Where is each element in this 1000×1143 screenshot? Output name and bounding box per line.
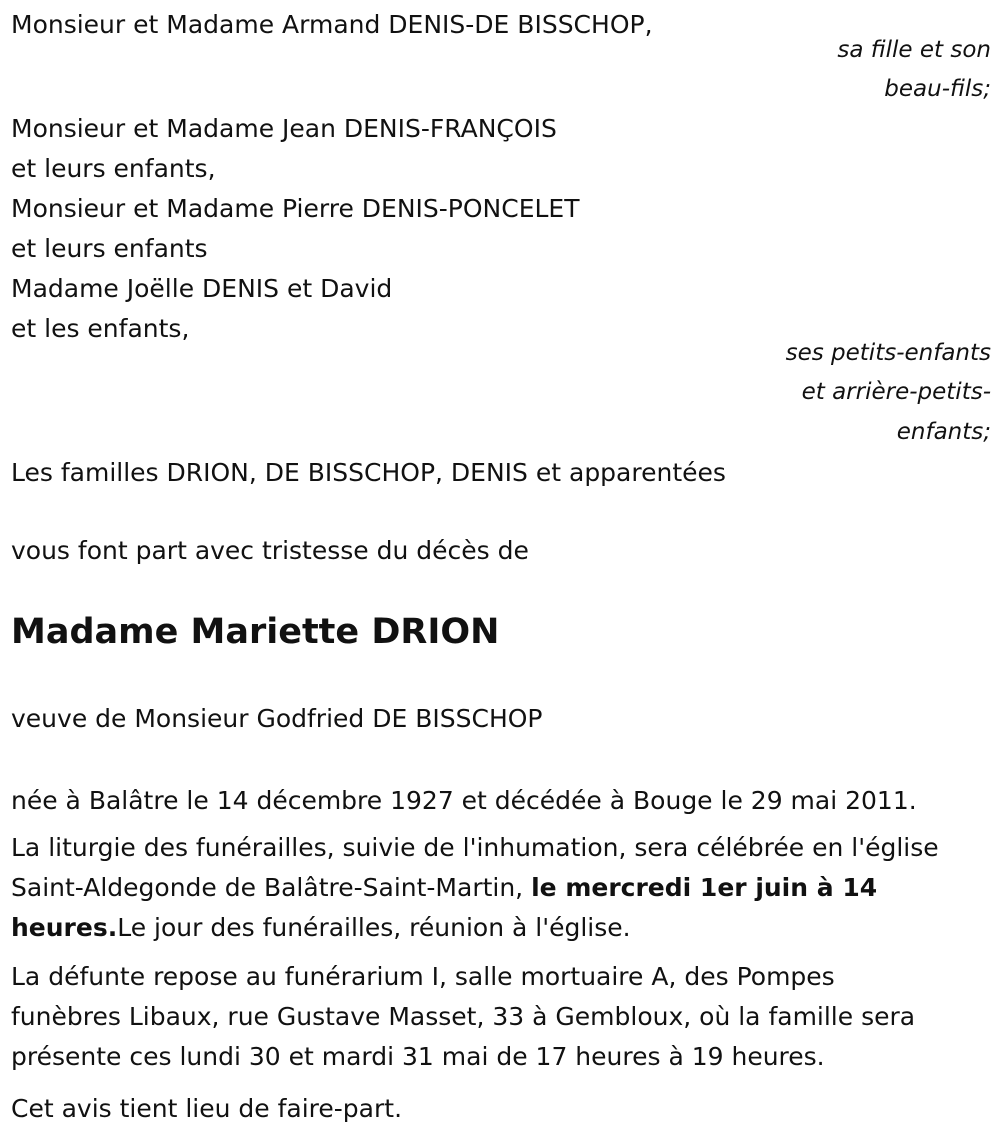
liturgy-line-1: La liturgie des funérailles, suivie de l'inhumation, sera célébrée en l'église <box>11 833 939 862</box>
family-line-pierre-children: et leurs enfants <box>11 234 208 263</box>
liturgy-date-bold: le mercredi 1er juin à 14 <box>531 873 878 902</box>
liturgy-meeting: Le jour des funérailles, réunion à l'église. <box>117 913 631 942</box>
role-daughter-son-in-law: sa fille et son <box>837 37 991 63</box>
repose-paragraph <box>11 957 991 1077</box>
role-grandchildren: ses petits-enfants <box>785 340 991 366</box>
widow-of: veuve de Monsieur Godfried DE BISSCHOP <box>11 704 543 733</box>
family-line-jean: Monsieur et Madame Jean DENIS-FRANÇOIS <box>11 114 557 143</box>
liturgy-paragraph <box>11 828 991 948</box>
repose-line-2: funèbres Libaux, rue Gustave Masset, 33 à Gembloux, où la famille sera <box>11 1002 916 1031</box>
role-daughter-son-in-law-cont: beau-fils; <box>884 76 991 102</box>
liturgy-line-2 <box>11 868 991 908</box>
role-great-grandchildren: et arrière-petits- <box>801 379 991 405</box>
announcement-text: vous font part avec tristesse du décès de <box>11 536 529 565</box>
family-line-armand: Monsieur et Madame Armand DENIS-DE BISSCHOP, <box>11 10 653 39</box>
liturgy-church: Saint-Aldegonde de Balâtre-Saint-Martin, <box>11 873 532 902</box>
deceased-name: Madame Mariette DRION <box>11 612 500 652</box>
repose-line-3: présente ces lundi 30 et mardi 31 mai de 17 heures à 19 heures. <box>11 1042 825 1071</box>
family-line-families: Les familles DRION, DE BISSCHOP, DENIS et apparentées <box>11 458 726 487</box>
closing-text: Cet avis tient lieu de faire-part. <box>11 1094 403 1123</box>
liturgy-line-3 <box>11 908 991 948</box>
birth-death-dates: née à Balâtre le 14 décembre 1927 et décédée à Bouge le 29 mai 2011. <box>11 786 917 815</box>
obituary-notice <box>11 0 991 1143</box>
family-line-pierre: Monsieur et Madame Pierre DENIS-PONCELET <box>11 194 580 223</box>
repose-line-1: La défunte repose au funérarium I, salle mortuaire A, des Pompes <box>11 962 835 991</box>
role-great-grandchildren-cont: enfants; <box>896 419 991 445</box>
liturgy-hours-bold: heures. <box>11 913 118 942</box>
family-line-jean-children: et leurs enfants, <box>11 154 216 183</box>
family-line-joelle: Madame Joëlle DENIS et David <box>11 274 393 303</box>
family-line-joelle-children: et les enfants, <box>11 314 190 343</box>
